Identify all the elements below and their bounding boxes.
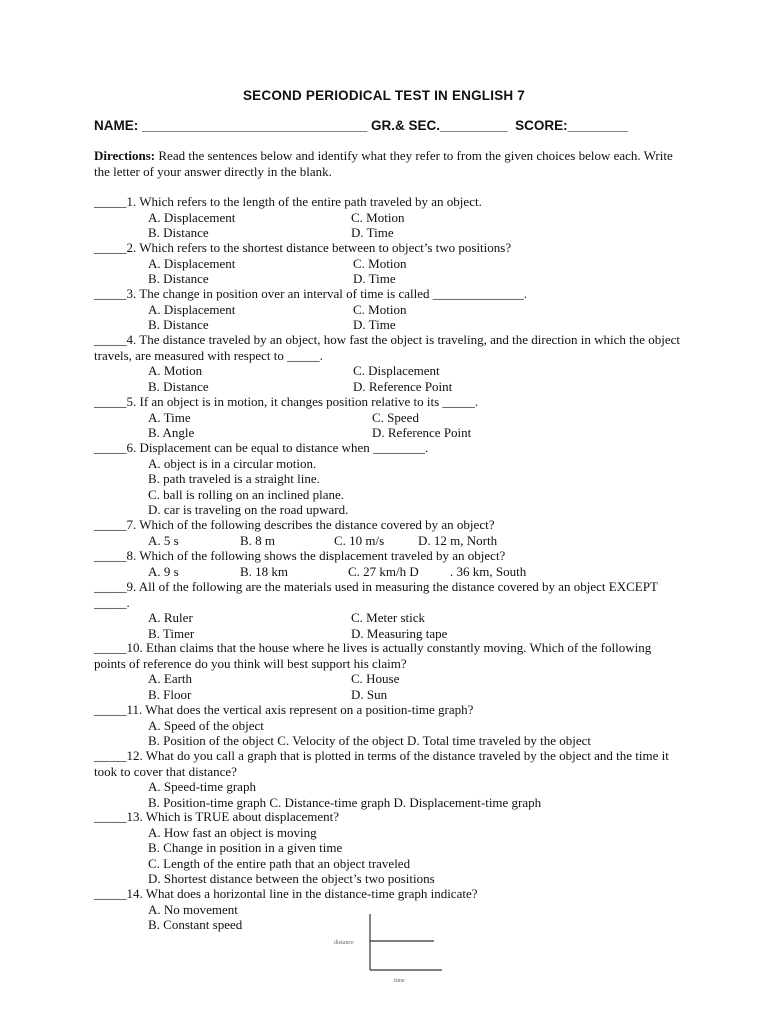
question-12 <box>94 748 682 810</box>
question-1 <box>94 194 694 241</box>
choice-row <box>94 564 694 580</box>
choice: C. 27 km/h D <box>348 563 419 579</box>
choice: C. House <box>351 671 400 686</box>
choice: D. 12 m, North <box>418 532 498 548</box>
choice-row <box>94 363 682 379</box>
choice-row <box>94 210 694 226</box>
choice: B. Angle <box>148 425 195 440</box>
choice: D. Time <box>351 225 394 240</box>
choice: A. Ruler <box>148 610 193 625</box>
question-stem: _____11. What does the vertical axis represent on a position-time graph? <box>94 702 474 717</box>
choice: A. How fast an object is moving <box>148 824 317 840</box>
directions-text: Read the sentences below and identify what they refer to from the given choices below each. Write the letter of your answer directly in the blank. <box>94 148 673 179</box>
question-stem: _____7. Which of the following describes the distance covered by an object? <box>94 517 495 532</box>
choice-row <box>94 425 694 441</box>
choice: D. car is traveling on the road upward. <box>148 502 349 517</box>
choice: C. 10 m/s <box>334 532 385 548</box>
choice: C. Motion <box>353 301 407 317</box>
choice: B. 18 km <box>240 563 289 579</box>
choice: B. Distance <box>148 271 209 286</box>
directions-label: Directions: <box>94 148 156 163</box>
x-axis-label: time <box>394 978 405 984</box>
choice: A. object is in a circular motion. <box>148 455 317 471</box>
choice-row <box>94 671 678 687</box>
choice: C. Displacement <box>353 363 440 378</box>
choice: B. Change in position in a given time <box>148 840 343 855</box>
choice: A. Speed-time graph <box>148 779 256 794</box>
choice: A. 9 s <box>148 563 179 579</box>
choice: A. 5 s <box>148 532 179 548</box>
question-stem: _____9. All of the following are the materials used in measuring the distance covered by an object EXCEPT _____. <box>94 579 658 610</box>
student-info-line: NAME: ______________________________ GR.& SEC._________ SCORE:________ <box>94 118 628 133</box>
choice: C. Speed <box>372 409 419 425</box>
choice: C. Motion <box>351 209 405 225</box>
question-stem: _____3. The change in position over an interval of time is called ______________. <box>94 286 528 301</box>
question-stem: _____14. What does a horizontal line in the distance-time graph indicate? <box>94 886 478 901</box>
choice-row <box>94 317 694 333</box>
choice: A. No movement <box>148 901 238 917</box>
choice: D. Reference Point <box>353 378 453 394</box>
choice: B. Position of the object C. Velocity of the object D. Total time traveled by the object <box>148 733 592 748</box>
distance-time-graph <box>330 908 450 988</box>
choice: A. Time <box>148 409 191 425</box>
choice: A. Displacement <box>148 255 236 271</box>
choice-row <box>94 302 694 318</box>
question-2 <box>94 240 694 287</box>
choice-row <box>94 225 694 241</box>
question-stem: _____6. Displacement can be equal to distance when ________. <box>94 440 429 455</box>
question-6 <box>94 440 694 518</box>
choice: A. Motion <box>148 363 203 378</box>
question-stem: _____12. What do you call a graph that is plotted in terms of the distance traveled by the object and the time it took to cover that distance? <box>94 748 669 779</box>
choice: B. Constant speed <box>148 917 243 932</box>
choice: C. ball is rolling on an inclined plane. <box>148 486 345 502</box>
choice: B. Distance <box>148 378 209 394</box>
choice: . 36 km, South <box>450 563 527 579</box>
question-stem: _____13. Which is TRUE about displacement? <box>94 809 340 824</box>
question-stem: _____8. Which of the following shows the displacement traveled by an object? <box>94 548 506 563</box>
choice-row <box>94 687 678 703</box>
question-13 <box>94 809 694 887</box>
choice: C. Length of the entire path that an object traveled <box>148 855 411 871</box>
question-stem: _____1. Which refers to the length of the entire path traveled by an object. <box>94 194 482 209</box>
choice: B. Distance <box>148 317 209 332</box>
choice: A. Earth <box>148 671 193 686</box>
choice: B. Position-time graph C. Distance-time graph D. Displacement-time graph <box>148 794 542 810</box>
choice-row <box>94 610 684 626</box>
choice: A. Speed of the object <box>148 717 264 733</box>
choice-row <box>94 410 694 426</box>
choice: B. Timer <box>148 625 195 641</box>
page-title: SECOND PERIODICAL TEST IN ENGLISH 7 <box>242 88 526 103</box>
question-3 <box>94 286 694 333</box>
question-stem: _____10. Ethan claims that the house where he lives is actually constantly moving. Which of the following points of reference do you think will best support his claim? <box>94 640 652 671</box>
y-axis-label: distance <box>334 940 354 946</box>
question-4 <box>94 332 682 394</box>
choice-row <box>94 271 694 287</box>
question-10 <box>94 640 678 702</box>
choice: B. 8 m <box>240 532 276 548</box>
choice: D. Time <box>353 317 396 332</box>
choice: B. Floor <box>148 686 192 702</box>
choice: C. Motion <box>353 255 407 271</box>
choice: B. Distance <box>148 225 209 240</box>
choice-row <box>94 626 684 642</box>
choice: A. Displacement <box>148 209 236 225</box>
choice-row <box>94 379 682 395</box>
choice-row <box>94 533 694 549</box>
choice: D. Sun <box>351 686 388 702</box>
choice: A. Displacement <box>148 301 236 317</box>
question-stem: _____4. The distance traveled by an object, how fast the object is traveling, and the direction in which the object travels, are measured with respect to _____. <box>94 332 681 363</box>
directions <box>94 148 684 179</box>
question-8 <box>94 548 694 579</box>
choice: D. Shortest distance between the object’s two positions <box>148 871 435 886</box>
choice: D. Measuring tape <box>351 625 448 641</box>
choice: D. Reference Point <box>372 425 472 440</box>
question-stem: _____5. If an object is in motion, it changes position relative to its _____. <box>94 394 479 409</box>
question-5 <box>94 394 694 441</box>
choice: C. Meter stick <box>351 610 426 625</box>
choice-row <box>94 256 694 272</box>
choice: B. path traveled is a straight line. <box>148 471 320 486</box>
question-9 <box>94 579 684 641</box>
question-11 <box>94 702 694 749</box>
choice: D. Time <box>353 271 396 286</box>
question-7 <box>94 517 694 548</box>
question-stem: _____2. Which refers to the shortest distance between to object’s two positions? <box>94 240 512 255</box>
